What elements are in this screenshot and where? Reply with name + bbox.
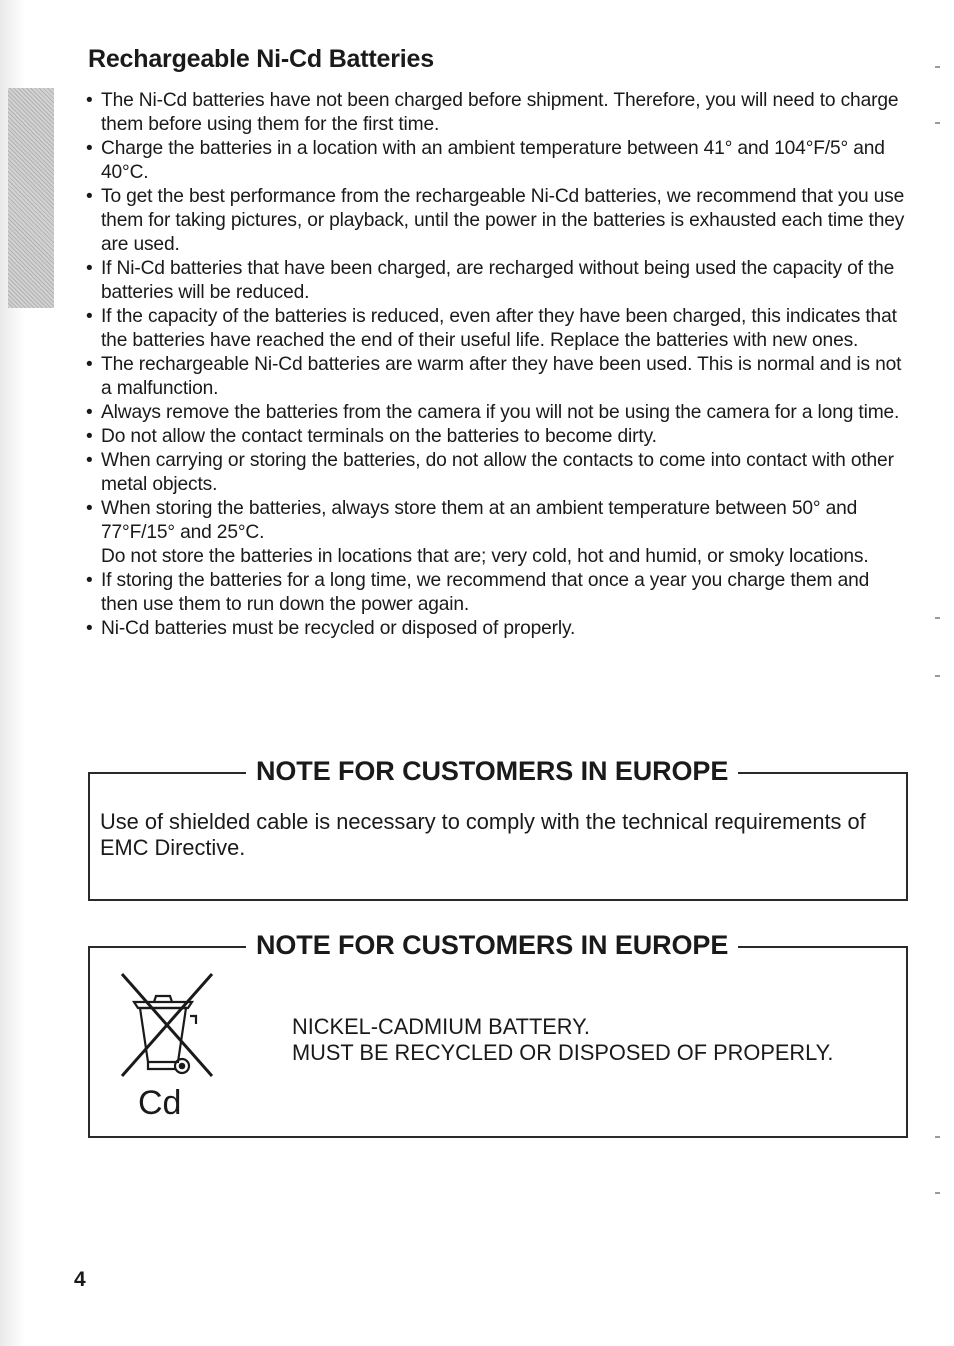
recycling-notice-line-2: MUST BE RECYCLED OR DISPOSED OF PROPERLY. [292, 1040, 834, 1065]
list-item-text: Ni-Cd batteries must be recycled or disposed of properly. [101, 618, 576, 639]
list-item [86, 617, 911, 641]
list-item-text: The rechargeable Ni-Cd batteries are warm after they have been used. This is normal and is not a malfunction. [101, 354, 902, 399]
list-item-text: If the capacity of the batteries is reduced, even after they have been charged, this indicates that the batteries have reached the end of their useful life. Replace the batteries with new ones. [101, 306, 897, 351]
bullet-mark: • [86, 306, 93, 327]
bullet-mark: • [86, 402, 93, 423]
section-heading: Rechargeable Ni-Cd Batteries [88, 45, 434, 73]
list-item [86, 89, 911, 137]
list-item-text: To get the best performance from the rechargeable Ni-Cd batteries, we recommend that you use them for taking pictures, or playback, until the power in the batteries is exhausted each time they are used. [101, 186, 905, 255]
scan-mark [935, 66, 940, 68]
list-item-text: The Ni-Cd batteries have not been charged before shipment. Therefore, you will need to charge them before using them for the first time. [101, 90, 899, 135]
bullet-mark: • [86, 258, 93, 279]
scan-mark [935, 1136, 940, 1138]
bullet-mark: • [86, 498, 93, 519]
list-item [86, 137, 911, 185]
bullet-mark: • [86, 618, 93, 639]
scan-mark [935, 1192, 940, 1194]
scan-mark [935, 675, 940, 677]
bullet-mark: • [86, 450, 93, 471]
bullet-mark: • [86, 570, 93, 591]
list-item-subtext: Do not store the batteries in locations that are; very cold, hot and humid, or smoky locations. [101, 546, 869, 567]
bullet-mark: • [86, 354, 93, 375]
list-item [86, 569, 911, 617]
list-item [86, 353, 911, 401]
bullet-mark: • [86, 426, 93, 447]
list-item-text: Charge the batteries in a location with an ambient temperature between 41° and 104°F/5° and 40°C. [101, 138, 885, 183]
list-item [86, 449, 911, 497]
cadmium-symbol-label: Cd [138, 1084, 182, 1122]
page-number: 4 [74, 1268, 86, 1291]
list-item-text: When carrying or storing the batteries, do not allow the contacts to come into contact with other metal objects. [101, 450, 894, 495]
section-thumb-tab [8, 88, 54, 308]
crossed-out-wheelie-bin-icon [114, 968, 218, 1080]
recycling-notice [292, 1014, 833, 1066]
emc-note-text: Use of shielded cable is necessary to comply with the technical requirements of EMC Directive. [100, 809, 866, 860]
battery-note-box [88, 930, 908, 1138]
list-item [86, 257, 911, 305]
emc-note-title: NOTE FOR CUSTOMERS IN EUROPE [246, 752, 738, 790]
list-item-text: Always remove the batteries from the camera if you will not be using the camera for a long time. [101, 402, 900, 423]
battery-note-title: NOTE FOR CUSTOMERS IN EUROPE [246, 926, 738, 964]
list-item-text: If Ni-Cd batteries that have been charged, are recharged without being used the capacity of the batteries will be reduced. [101, 258, 895, 303]
scan-mark [935, 122, 940, 124]
bullet-mark: • [86, 138, 93, 159]
list-item [86, 401, 911, 425]
bullet-mark: • [86, 186, 93, 207]
emc-note-box [88, 756, 908, 901]
list-item [86, 305, 911, 353]
list-item [86, 497, 911, 569]
list-item-text: When storing the batteries, always store them at an ambient temperature between 50° and 77°F/15° and 25°C. [101, 498, 858, 543]
list-item [86, 425, 911, 449]
list-item [86, 185, 911, 257]
recycling-notice-line-1: NICKEL-CADMIUM BATTERY. [292, 1014, 590, 1039]
list-item-text: If storing the batteries for a long time, we recommend that once a year you charge them and then use them to run down the power again. [101, 570, 870, 615]
list-item-text: Do not allow the contact terminals on the batteries to become dirty. [101, 426, 657, 447]
scan-mark [935, 617, 940, 619]
bullet-mark: • [86, 90, 93, 111]
battery-precautions-list [86, 89, 911, 641]
